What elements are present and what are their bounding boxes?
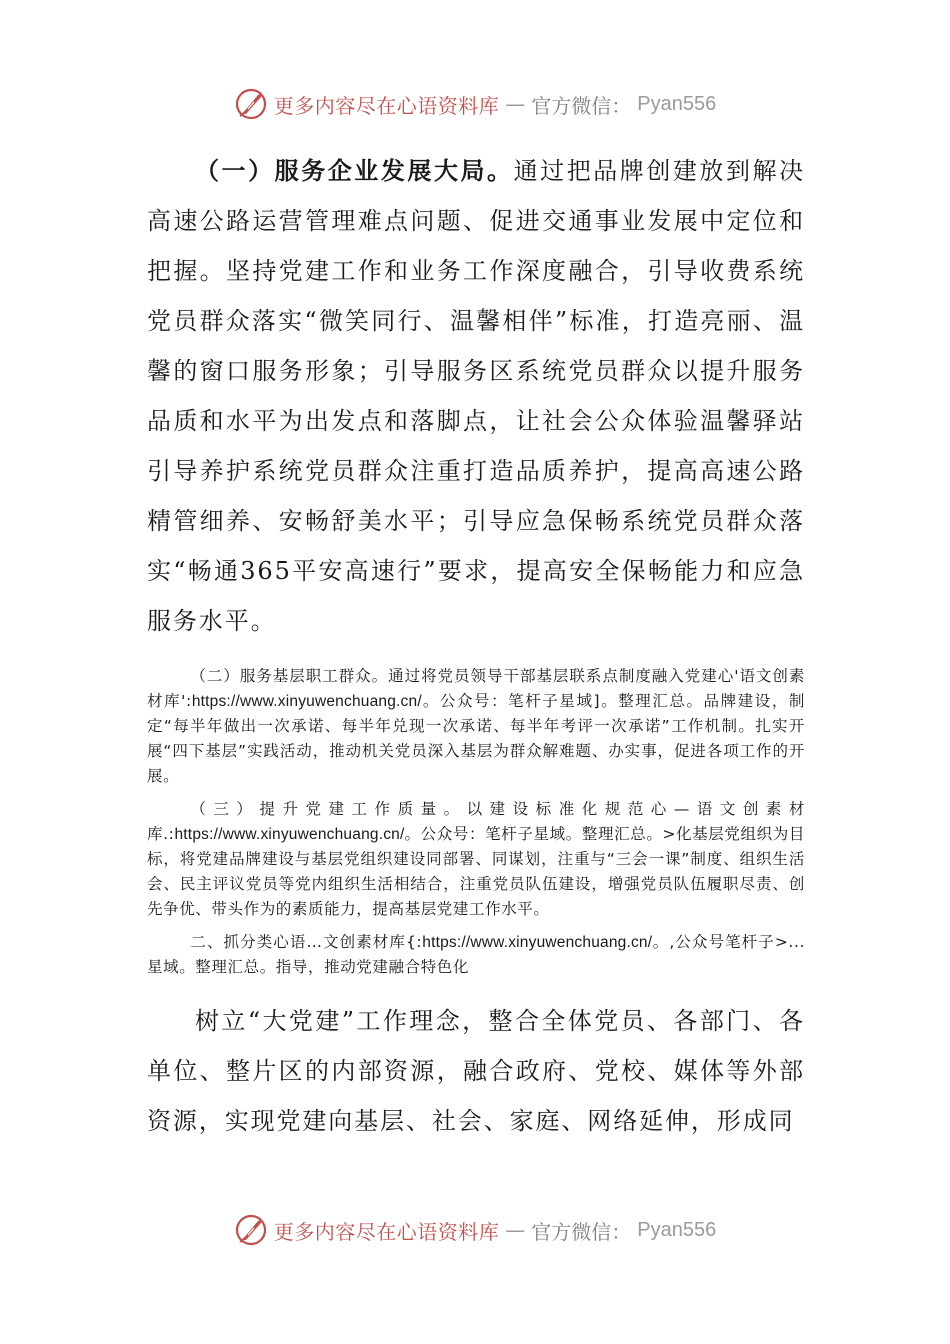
paragraph-1 (147, 146, 805, 646)
header-brand-text: 更多内容尽在心语资料库 (273, 93, 500, 118)
paragraph-1-text: 通过把品牌创建放到解决高速公路运营管理难点问题、促进交通事业发展中定位和把握。坚持党建工作和业务工作深度融合，引导收费系统党员群众落实“微笑同行、温馨相伴”标准，打造亮丽、温馨的窗口服务形象；引导服务区系统党员群众以提升服务品质和水平为出发点和落脚点，让社会公众体验温馨驿站引导养护系统党员群众注重打造品质养护，提高高速公路精管细养、安畅舒美水平；引导应急保畅系统党员群众落实“畅通365平安高速行”要求，提高安全保畅能力和应急服务水平。 (147, 157, 805, 635)
paragraph-1-heading: （一）服务企业发展大局。 (195, 157, 514, 185)
footer-brand-text: 更多内容尽在心语资料库 (273, 1219, 500, 1244)
paragraph-4-url: https://www.xinyuwenchuang.cn/ (422, 934, 653, 951)
paragraph-4-text-a: 二、抓分类心语…文创素材库{: (190, 933, 423, 951)
header-separator: — (505, 92, 526, 116)
footer-banner (0, 1210, 950, 1250)
footer-official-label: 官方微信： (531, 1219, 632, 1244)
paragraph-4 (147, 930, 805, 980)
footer-wechat-id: Pyan556 (637, 1218, 717, 1241)
paragraph-4-text-b: 。,公众号笔杆子>...星域。整理汇总。指导，推动党建融合特色化 (147, 933, 805, 976)
header-wechat-id: Pyan556 (637, 92, 717, 115)
paragraph-3-text-b: 。公众号：笔杆子星域。整理汇总。>化基层党组织为目标，将党建品牌建设与基层党组织建设同部署、同谋划，注重与“三会一课”制度、组织生活会、民主评议党员等党内组织生活相结合，注重党员队伍建设，增强党员队伍履职尽责、创先争优、带头作为的素质能力，提高基层党建工作水平。 (147, 825, 805, 918)
header-banner (0, 84, 950, 124)
paragraph-2-text-a: （二）服务基层职工群众。通过将党员领导干部基层联系点制度融入党建心'语文创素材库': (147, 667, 805, 710)
paragraph-2-text-b: 。公众号：笔杆子星域]。整理汇总。品牌建设，制定“每半年做出一次承诺、每半年兑现一次承诺、每半年考评一次承诺”工作机制。扎实开展“四下基层”实践活动，推动机关党员深入基层为群众解难题、办实事，促进各项工作的开展。 (147, 692, 805, 785)
paragraph-3-text-a: （三）提升党建工作质量。以建设标准化规范心—语文创素材库.: (147, 800, 805, 843)
quill-logo-icon (234, 87, 268, 121)
paragraph-3 (147, 797, 805, 922)
footer-separator: — (505, 1218, 526, 1242)
paragraph-5: 树立“大党建”工作理念，整合全体党员、各部门、各单位、整片区的内部资源，融合政府、党校、媒体等外部资源，实现党建向基层、社会、家庭、网络延伸，形成同 (147, 1007, 805, 1135)
quill-logo-icon (234, 1213, 268, 1247)
paragraph-2 (147, 664, 805, 789)
paragraph-3-url: https://www.xinyuwenchuang.cn/ (174, 826, 405, 843)
header-official-label: 官方微信： (531, 93, 632, 118)
paragraph-2-url: https://www.xinyuwenchuang.cn/ (191, 693, 422, 710)
document-body (147, 146, 805, 1146)
